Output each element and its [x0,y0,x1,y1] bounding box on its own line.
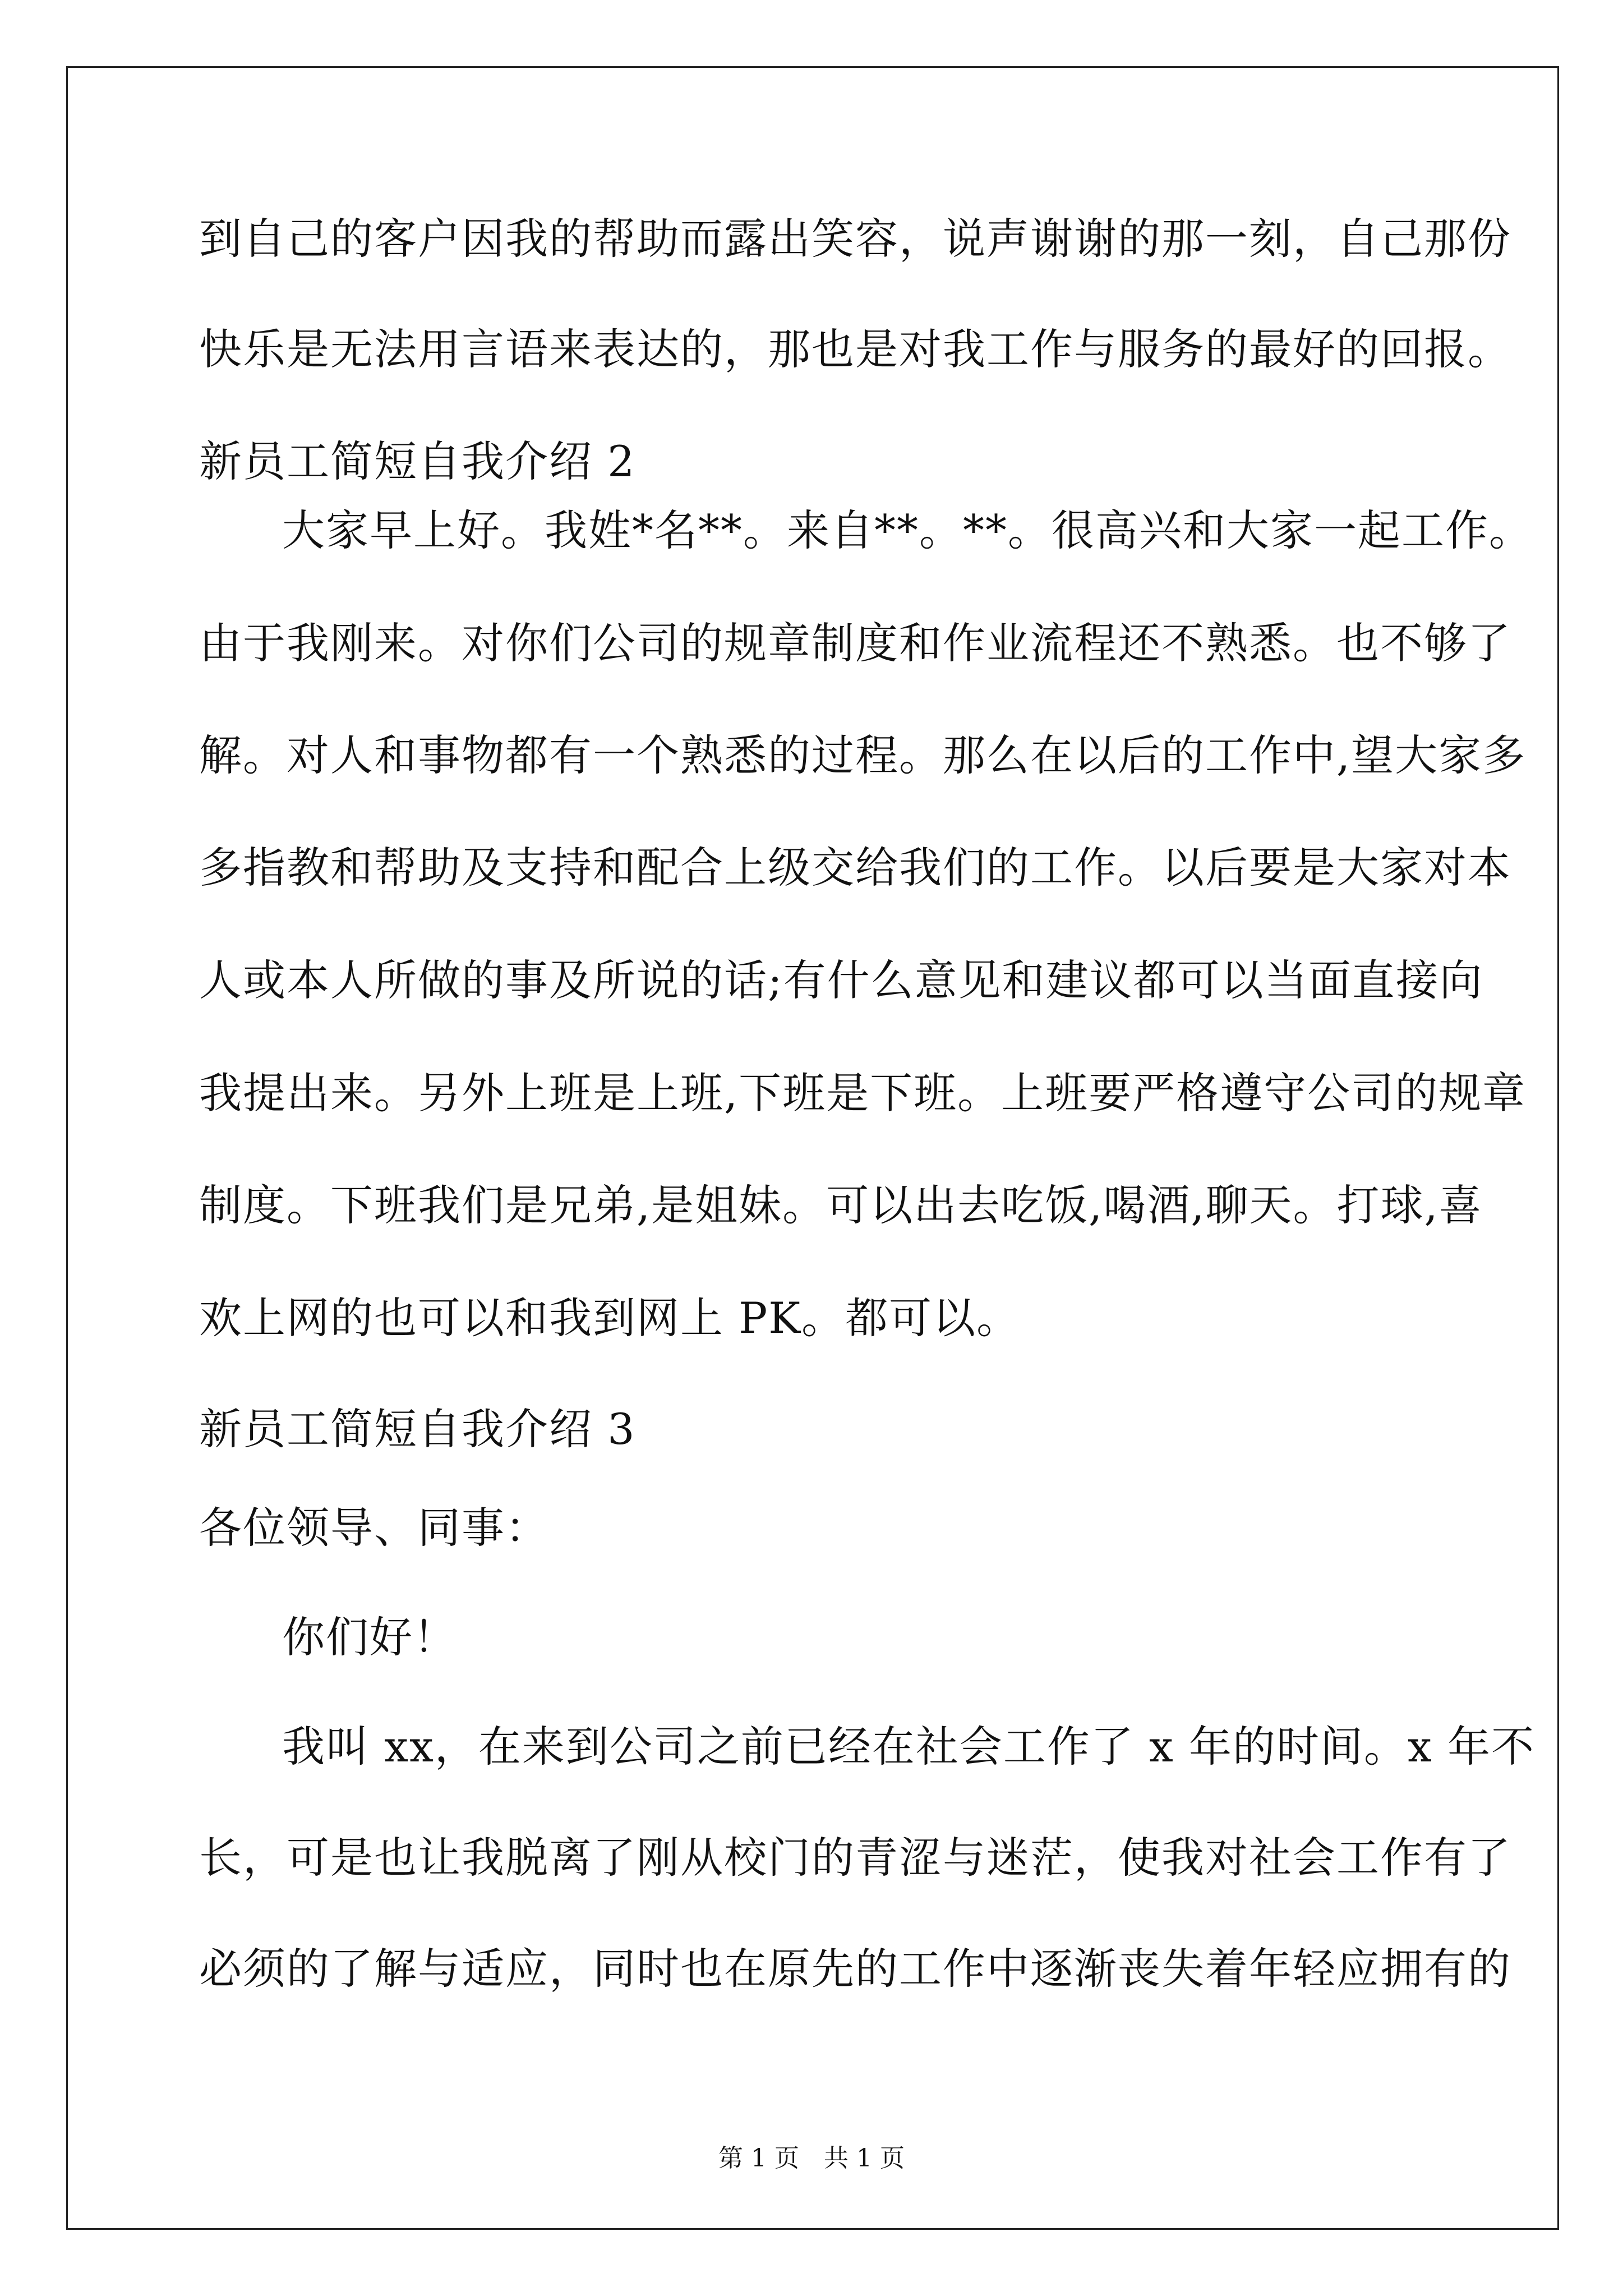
paragraph-line: 人或本人所做的事及所说的话;有什么意见和建议都可以当面直接向 [199,955,1483,1005]
paragraph-line: 由于我刚来。对你们公司的规章制度和作业流程还不熟悉。也不够了 [199,618,1511,668]
page-footer: 第 1 页 共 1 页 [718,2144,905,2173]
page-border [66,66,1559,2230]
section-heading: 新员工简短自我介绍 2 [199,436,636,486]
paragraph-line: 快乐是无法用言语来表达的，那也是对我工作与服务的最好的回报。 [199,324,1511,374]
paragraph-line: 必须的了解与适应，同时也在原先的工作中逐渐丧失着年轻应拥有的 [199,1944,1511,1994]
paragraph-line: 解。对人和事物都有一个熟悉的过程。那么在以后的工作中,望大家多 [199,730,1527,780]
paragraph-line: 长，可是也让我脱离了刚从校门的青涩与迷茫，使我对社会工作有了 [199,1833,1511,1883]
paragraph-line: 大家早上好。我姓*名**。来自**。**。很高兴和大家一起工作。 [282,505,1533,555]
greeting: 你们好！ [282,1612,457,1662]
paragraph-line: 制度。下班我们是兄弟,是姐妹。可以出去吃饭,喝酒,聊天。打球,喜 [199,1180,1483,1230]
paragraph-line: 我叫 xx，在来到公司之前已经在社会工作了 x 年的时间。x 年不 [282,1722,1536,1772]
paragraph-line: 多指教和帮助及支持和配合上级交给我们的工作。以后要是大家对本 [199,843,1511,892]
paragraph-line: 到自己的客户因我的帮助而露出笑容，说声谢谢的那一刻，自己那份 [199,214,1511,264]
paragraph-line: 欢上网的也可以和我到网上 PK。都可以。 [199,1293,1021,1343]
section-heading: 新员工简短自我介绍 3 [199,1404,636,1454]
salutation: 各位领导、同事： [199,1503,549,1553]
paragraph-line: 我提出来。另外上班是上班,下班是下班。上班要严格遵守公司的规章 [199,1068,1527,1118]
